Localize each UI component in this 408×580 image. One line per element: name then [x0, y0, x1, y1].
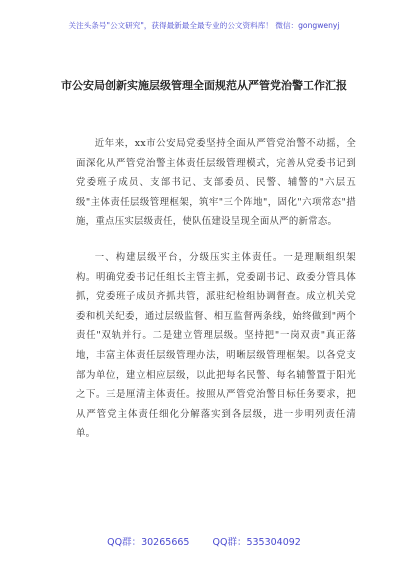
document-title: 市公安局创新实施层级管理全面规范从严管党治警工作汇报 [61, 79, 347, 92]
qq-group-2[interactable]: QQ群：535304092 [212, 537, 301, 548]
footer-contact [0, 534, 408, 548]
qq-group-1[interactable]: QQ群：30265665 [107, 537, 190, 548]
body-paragraph-intro: 近年来，xx市公安局党委坚持全面从严管党治警不动摇，全面深化从严管党治警主体责任层级管理模式，完善从党委书记到党委班子成员、支部书记、支部委员、民警、辅警的"六层五级"主体责任层级管理框架，筑牢"三个阵地"，固化"六项常态"措施，重点压实层级责任，使队伍建设呈现全面从严的新常态。 [76, 138, 356, 228]
body-paragraph-section-one: 一、构建层级平台，分级压实主体责任。一是理顺组织架构。明确党委书记任组长主管主抓，党委副书记、政委分管具体抓，党委班子成员齐抓共管，派驻纪检组协调督查。成立机关党委和机关纪委，通过层级监督、相互监督两条线，始终做到"两个责任"双轨并行。二是建立管理层级。坚持把"一岗双责"真正落地，丰富主体责任层级管理办法，明晰层级管理框架。以各党支部为单位，建立相应层级，以此把每名民警、每名辅警置于阳光之下。三是厘清主体责任。按照从严管党治警目标任务要求，把从严管党主体责任细化分解落实到各层级，进一步明列责任清单。 [76, 252, 356, 440]
header-advertisement[interactable]: 关注头条号"公文研究"，获得最新最全最专业的公文资料库！ 微信：gongwenyj [68, 21, 340, 30]
